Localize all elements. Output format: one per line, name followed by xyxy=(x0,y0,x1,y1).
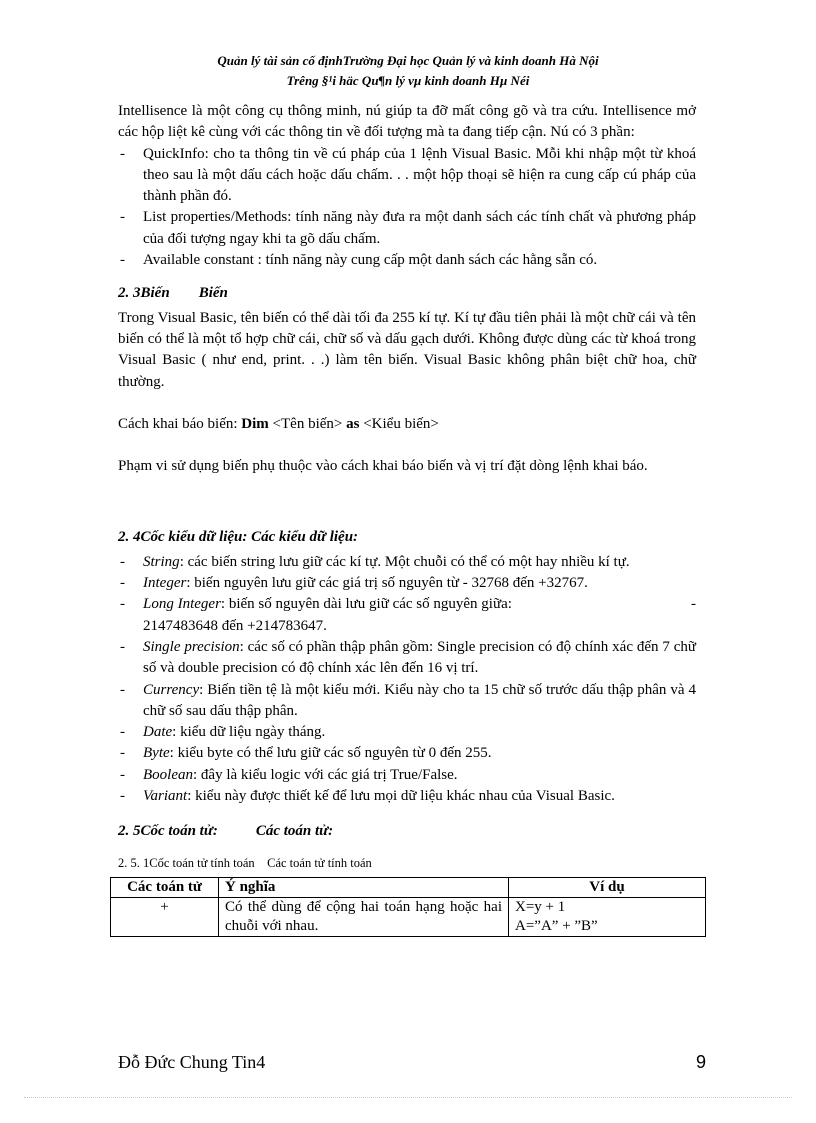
section-title: Các toán tử: xyxy=(255,823,334,840)
column-header-meaning: Ý nghĩa xyxy=(219,877,509,897)
type-desc-trail: - xyxy=(691,596,696,613)
subsection-number: 2. 5. 1Cốc toán tử tính toán xyxy=(118,855,255,870)
list-item xyxy=(118,765,696,786)
list-item xyxy=(118,786,696,807)
list-item: - Available constant : tính năng này cung cấp một danh sách các hằng sẵn có. xyxy=(118,250,696,271)
type-desc: : kiểu byte có thể lưu giữ các số nguyên từ 0 đến 255. xyxy=(169,745,492,762)
type-desc-cont: 2147483648 đến +214783647. xyxy=(143,617,327,634)
scope-paragraph: Phạm vi sử dụng biến phụ thuộc vào cách khai báo biến và vị trí đặt dòng lệnh khai báo. xyxy=(118,458,648,475)
subsection-title: Các toán tử tính toán xyxy=(267,855,372,870)
type-desc: : kiểu dữ liệu ngày tháng. xyxy=(172,724,326,741)
decl-dim-keyword: Dim xyxy=(241,415,269,432)
intro-paragraph: Intellisence là một công cụ thông minh, nú giúp ta đỡ mất công gõ và tra cứu. Intellisence mở các hộp liệt kê cùng với các thông tin về đối tượng mà ta đang tiếp cận. Nú có 3 phần: xyxy=(118,103,696,141)
document-body xyxy=(118,101,696,937)
column-header-operators: Các toán tử xyxy=(111,877,219,897)
type-term: Integer xyxy=(143,575,187,592)
page-number: 9 xyxy=(696,1052,707,1072)
list-item xyxy=(118,722,696,743)
type-desc: : các số có phần thập phân gồm: Single precision có độ chính xác đến 7 chữ số và double precision có độ chính xác lên đến 16 vị trí. xyxy=(143,638,696,677)
type-term: Currency xyxy=(143,681,200,698)
table-row xyxy=(111,897,706,936)
type-term: Variant xyxy=(143,788,188,805)
type-desc: : các biến string lưu giữ các kí tự. Một chuỗi có thể có một hay nhiều kí tự. xyxy=(179,553,630,570)
table-header-row xyxy=(111,877,706,897)
column-header-example: Ví dụ xyxy=(509,877,706,897)
decl-as-keyword: as xyxy=(346,415,360,432)
cell-meaning: Có thể dùng để cộng hai toán hạng hoặc hai chuỗi với nhau. xyxy=(219,897,509,936)
type-term: Boolean xyxy=(143,766,193,783)
footer-author: Đỗ Đức Chung Tin4 xyxy=(118,1052,266,1072)
type-desc: : biến số nguyên dài lưu giữ các số nguyên giữa: xyxy=(220,596,512,613)
type-term: String xyxy=(143,553,180,570)
section-heading-2-3 xyxy=(118,283,696,304)
type-term: Long Integer xyxy=(143,596,221,613)
section-heading-2-5 xyxy=(118,821,696,842)
example-line: X=y + 1 xyxy=(515,898,566,915)
intro-list xyxy=(118,144,696,272)
section-number: 2. 3Biến xyxy=(118,285,170,302)
list-item xyxy=(118,594,696,637)
data-types-list xyxy=(118,552,696,808)
cell-example xyxy=(509,897,706,936)
section-title: Biến xyxy=(198,285,228,302)
page-header-line2: Trêng §¹i häc Qu¶n lý vµ kinh doanh Hµ Néi xyxy=(286,73,530,88)
list-item xyxy=(118,573,696,594)
subsection-heading-2-5-1 xyxy=(118,853,696,874)
type-desc: : biến nguyên lưu giữ các giá trị số nguyên từ - 32768 đến +32767. xyxy=(186,575,588,592)
variables-paragraph: Trong Visual Basic, tên biến có thể dài tối đa 255 kí tự. Kí tự đầu tiên phải là một chữ cái và tên biến có thể là một tổ hợp chữ cái, chữ số và dấu gạch dưới. Không được dùng các từ khoá trong Visual Basic ( như end, print. . .) làm tên biến. Visual Basic không phân biệt chữ hoa, chữ thường. xyxy=(118,309,696,390)
page-header-line1: Quản lý tài sản cố địnhTrường Đại học Quản lý và kinh doanh Hà Nội xyxy=(217,53,599,68)
section-number: 2. 5Cốc toán tử: xyxy=(118,823,218,840)
type-term: Date xyxy=(143,724,173,741)
decl-name: <Tên biến> xyxy=(268,415,347,432)
type-term: Byte xyxy=(143,745,170,762)
type-term: Single precision xyxy=(143,638,240,655)
decl-prefix: Cách khai báo biến: xyxy=(118,415,242,432)
list-item xyxy=(118,552,696,573)
operators-table xyxy=(110,877,706,937)
page-bottom-divider xyxy=(24,1097,792,1098)
list-item: - List properties/Methods: tính năng này đưa ra một danh sách các tính chất và phương pháp của đối tượng ngay khi ta gõ dấu chấm. xyxy=(118,207,696,250)
list-item xyxy=(118,743,696,764)
section-heading-2-4: 2. 4Cốc kiểu dữ liệu: Các kiểu dữ liệu: xyxy=(118,529,359,546)
type-desc: : Biến tiền tệ là một kiểu mới. Kiểu này cho ta 15 chữ số trước dấu thập phân và 4 chữ số sau dấu thập phân. xyxy=(143,681,696,719)
type-desc: : đây là kiểu logic với các giá trị True/False. xyxy=(193,766,458,783)
cell-operator: + xyxy=(111,897,219,936)
list-item xyxy=(118,637,696,680)
decl-type: <Kiểu biến> xyxy=(359,415,439,432)
list-item xyxy=(118,680,696,723)
example-line: A=”A” + ”B” xyxy=(515,917,598,934)
list-item: - QuickInfo: cho ta thông tin về cú pháp của 1 lệnh Visual Basic. Mỗi khi nhập một từ khoá theo sau là một dấu cách hoặc dấu chấm. . . một hộp thoại sẽ hiện ra cung cấp cú pháp của thành phần đó. xyxy=(118,144,696,208)
declaration-syntax xyxy=(118,414,696,435)
type-desc: : kiểu này được thiết kế để lưu mọi dữ liệu khác nhau của Visual Basic. xyxy=(187,788,615,805)
